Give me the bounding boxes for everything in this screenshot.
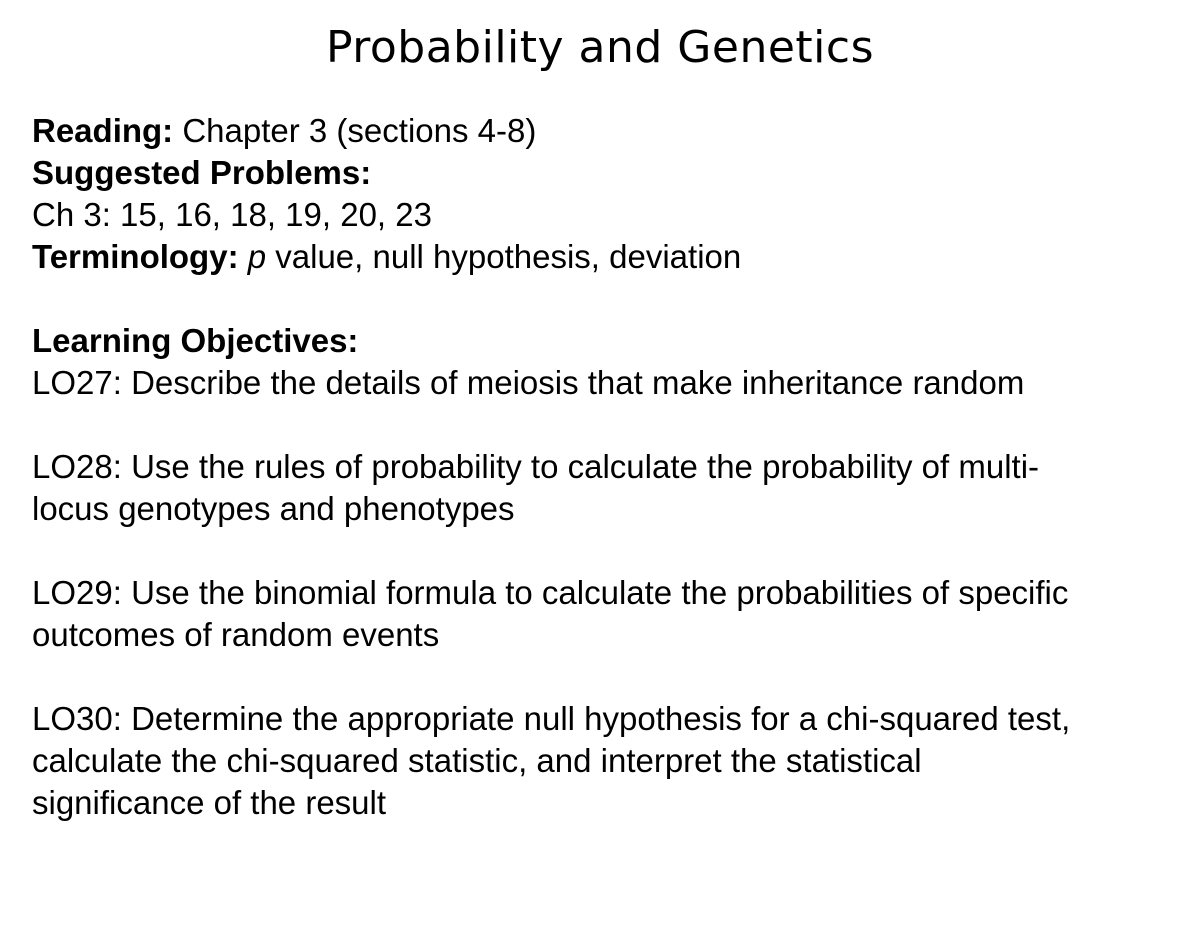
terminology-line: [32, 236, 1172, 278]
objective-lo28-line-2: locus genotypes and phenotypes: [32, 490, 515, 527]
slide-title: Probability and Genetics: [325, 22, 875, 73]
suggested-problems-line: [32, 152, 1172, 194]
terminology-italic-term: p: [247, 238, 267, 275]
objective-lo30-line-2: calculate the chi-squared statistic, and interpret the statistical: [32, 742, 922, 779]
terminology-label: Terminology:: [32, 238, 239, 275]
terminology-value: value, null hypothesis, deviation: [275, 238, 742, 275]
spacer: [32, 278, 1172, 320]
objective-lo28-line-1: LO28: Use the rules of probability to calculate the probability of multi-: [32, 448, 1040, 485]
suggested-problems-value: Ch 3: 15, 16, 18, 19, 20, 23: [32, 196, 432, 233]
objective-lo30-line-3: significance of the result: [32, 784, 387, 821]
spacer: [32, 530, 1172, 572]
suggested-problems-label: Suggested Problems:: [32, 154, 372, 191]
learning-objectives-label: Learning Objectives:: [32, 322, 359, 359]
objective-lo29-line-2: outcomes of random events: [32, 616, 440, 653]
reading-label: Reading:: [32, 112, 174, 149]
reading-value: Chapter 3 (sections 4-8): [182, 112, 537, 149]
reading-line: [32, 110, 1172, 152]
objective-lo29-line-1: LO29: Use the binomial formula to calculate the probabilities of specific: [32, 574, 1069, 611]
spacer: [32, 656, 1172, 698]
spacer: [32, 404, 1172, 446]
slide-content: [32, 110, 1172, 824]
objective-lo30-line-1: LO30: Determine the appropriate null hypothesis for a chi-squared test,: [32, 700, 1071, 737]
objective-lo27: LO27: Describe the details of meiosis that make inheritance random: [32, 364, 1025, 401]
